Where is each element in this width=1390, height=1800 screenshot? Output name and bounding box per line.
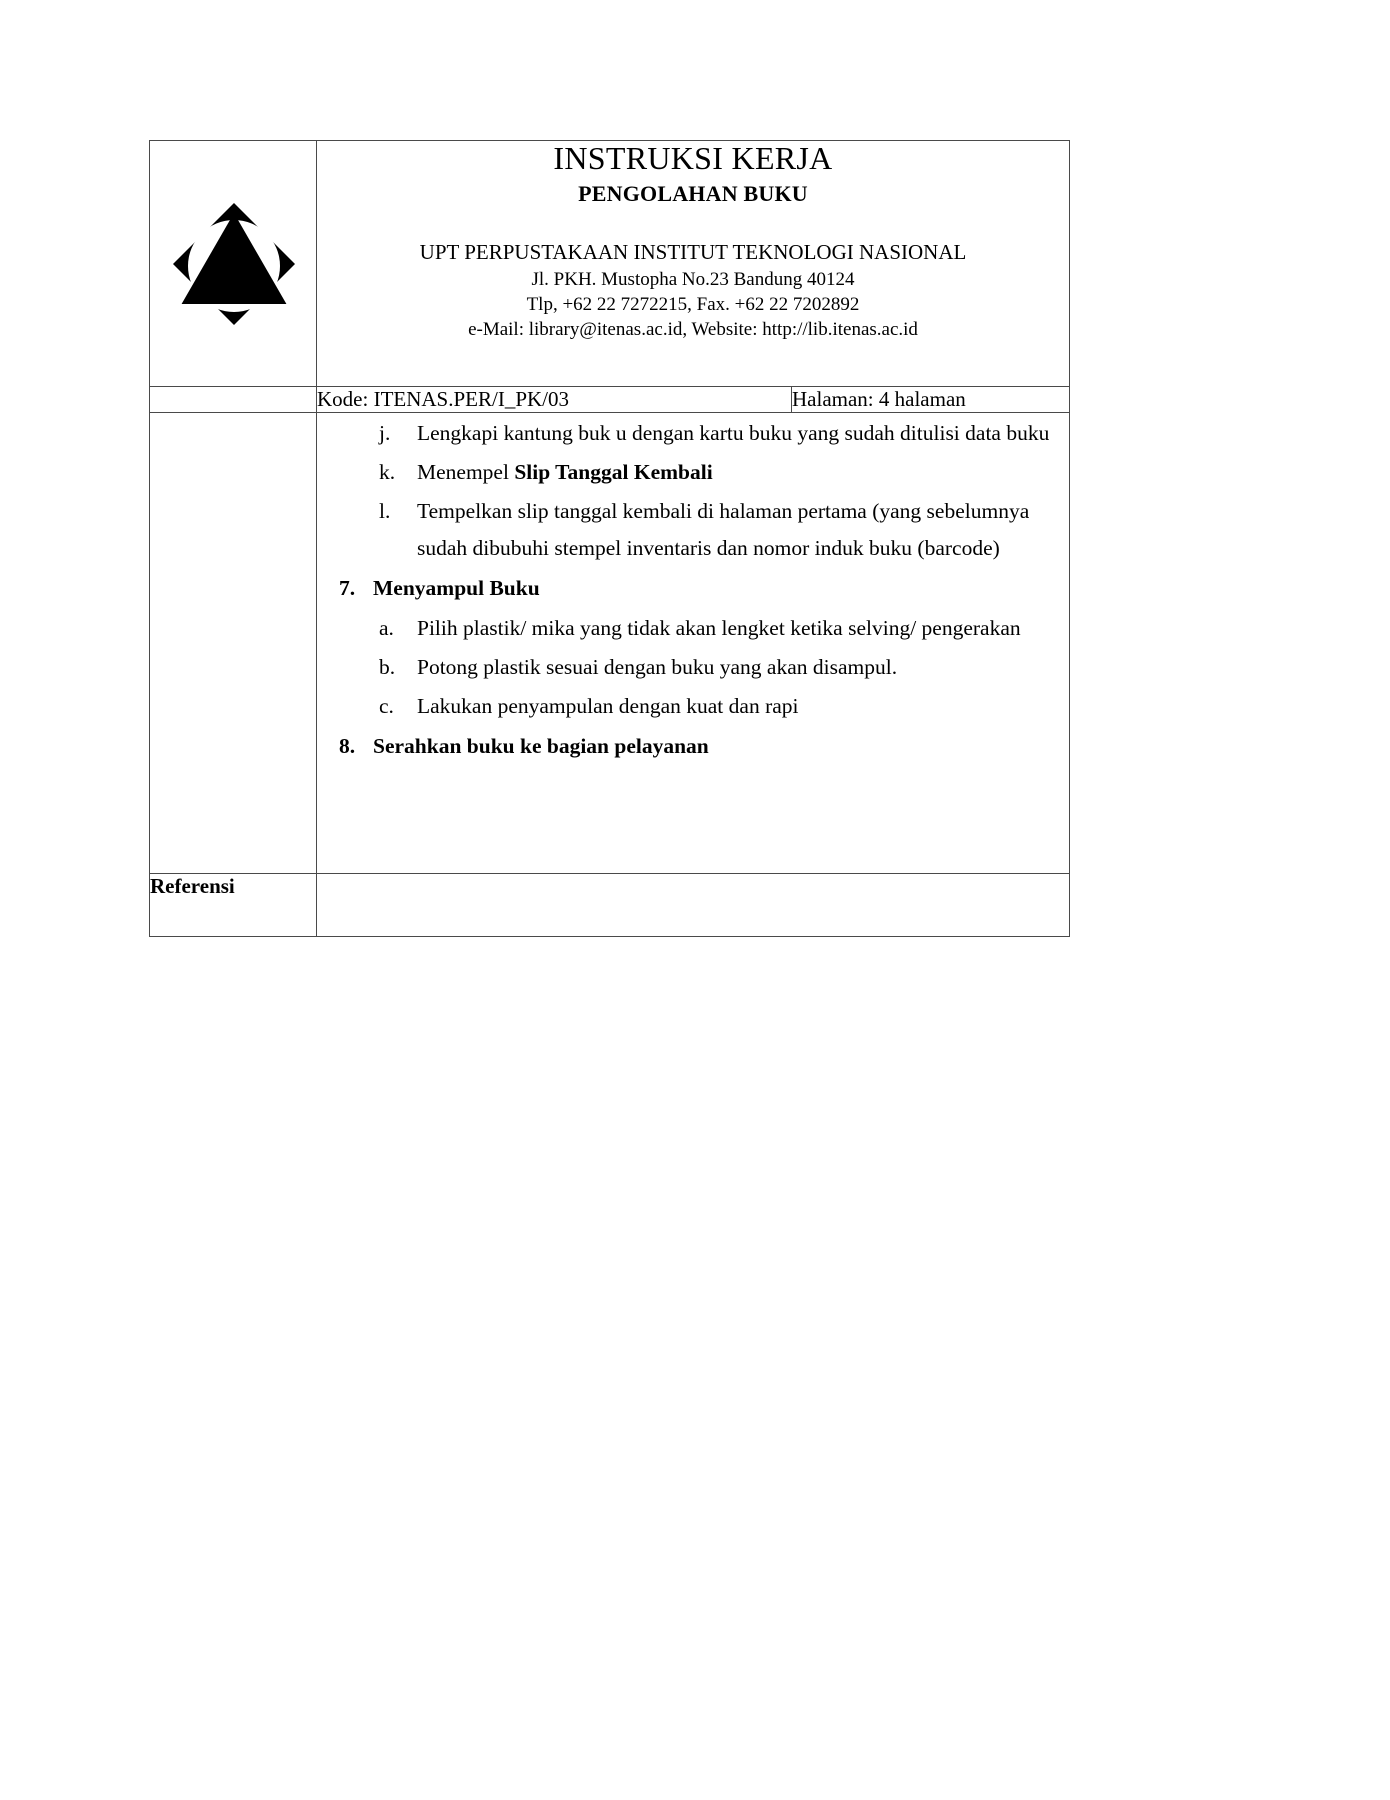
list-item-marker: a.	[379, 615, 394, 640]
list-item	[317, 688, 1069, 725]
body-content-cell	[317, 413, 1070, 874]
list-item	[317, 649, 1069, 686]
organization-block	[317, 239, 1069, 342]
list-item-text: Menempel Slip Tanggal Kembali	[417, 459, 713, 484]
document-subtitle: PENGOLAHAN BUKU	[578, 180, 808, 206]
organization-name: UPT PERPUSTAKAAN INSTITUT TEKNOLOGI NASIONAL	[419, 240, 967, 265]
list-item-text: Lakukan penyampulan dengan kuat dan rapi	[417, 693, 799, 718]
logo-wrap	[150, 141, 317, 386]
document-page-count: Halaman: 4 halaman	[792, 387, 1070, 413]
list-item	[317, 415, 1069, 452]
list-item-marker: j.	[379, 421, 391, 445]
list-item-marker: c.	[379, 693, 394, 718]
body-left-column	[150, 413, 317, 874]
list-item-marker: 7.	[339, 575, 356, 600]
list-item	[317, 728, 1069, 765]
list-item-marker: b.	[379, 654, 396, 679]
list-item-marker: 8.	[339, 733, 356, 758]
list-item-marker: k.	[379, 459, 396, 484]
referensi-row	[150, 874, 1070, 937]
list-item-text: Lengkapi kantung buk u dengan kartu buku yang sudah ditulisi data buku	[417, 421, 1050, 445]
header-title-cell	[317, 141, 1070, 387]
referensi-value	[317, 874, 1070, 937]
body-row	[150, 413, 1070, 874]
list-item-text: Pilih plastik/ mika yang tidak akan lengket ketika selving/ pengerakan	[417, 615, 1021, 640]
organization-contact: e-Mail: library@itenas.ac.id, Website: http://lib.itenas.ac.id	[468, 319, 918, 341]
header-row	[150, 141, 1070, 387]
list-item-text: Menyampul Buku	[373, 575, 540, 600]
list-item	[317, 493, 1069, 567]
emphasis-text: Slip Tanggal Kembali	[514, 459, 713, 484]
code-row-spacer	[150, 387, 317, 413]
organization-address: Jl. PKH. Mustopha No.23 Bandung 40124	[531, 268, 855, 290]
document-table	[149, 140, 1070, 937]
list-item	[317, 570, 1069, 607]
list-item-text: Tempelkan slip tanggal kembali di halaman pertama (yang sebelumnya sudah dibubuhi stempel inventaris dan nomor induk buku (barcode)	[417, 498, 1030, 560]
list-item	[317, 610, 1069, 647]
procedure-list	[317, 415, 1069, 765]
list-item-text: Serahkan buku ke bagian pelayanan	[373, 733, 709, 758]
list-item-marker: l.	[379, 498, 391, 523]
referensi-label: Referensi	[150, 874, 317, 937]
logo-cell	[150, 141, 317, 387]
code-row	[150, 387, 1070, 413]
list-item-text: Potong plastik sesuai dengan buku yang akan disampul.	[417, 654, 898, 679]
itenas-logo-icon	[171, 201, 297, 327]
document-code: Kode: ITENAS.PER/I_PK/03	[317, 387, 792, 413]
body-left-spacer	[150, 413, 316, 873]
organization-phone: Tlp, +62 22 7272215, Fax. +62 22 7202892	[526, 294, 860, 316]
list-item	[317, 454, 1069, 491]
document-title: INSTRUKSI KERJA	[553, 140, 833, 176]
